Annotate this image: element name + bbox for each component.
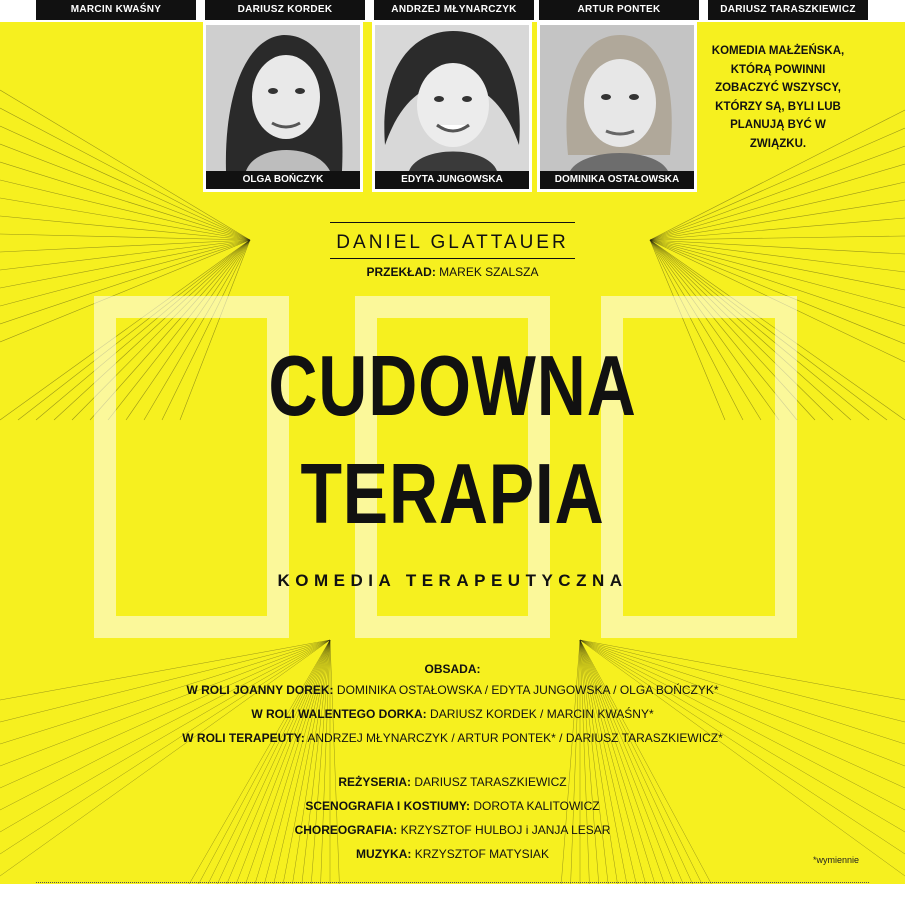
actor-photo-2 <box>372 22 532 192</box>
portrait-image <box>540 25 694 171</box>
crew-value: KRZYSZTOF MATYSIAK <box>414 847 549 861</box>
top-name-3: ANDRZEJ MŁYNARCZYK <box>374 0 534 20</box>
translation-label: PRZEKŁAD: <box>366 265 436 279</box>
crew-choreography <box>0 821 905 839</box>
author-rule-top <box>330 222 575 223</box>
actor-photo-caption: EDYTA JUNGOWSKA <box>375 171 529 189</box>
crew-label: CHOREOGRAFIA: <box>294 823 398 837</box>
cast-role-label: W ROLI WALENTEGO DORKA: <box>251 707 427 721</box>
cast-role-3 <box>0 729 905 747</box>
tagline: KOMEDIA MAŁŻEŃSKA, KTÓRĄ POWINNI ZOBACZYĆ WSZYSCY, KTÓRZY SĄ, BYLI LUB PLANUJĄ BYĆ W ZWIĄZKU. <box>711 45 845 150</box>
translation-value: MAREK SZALSZA <box>439 265 539 279</box>
author-name: DANIEL GLATTAUER <box>336 232 569 253</box>
author-rule-bottom <box>330 258 575 259</box>
bottom-dotted-rule <box>36 882 869 883</box>
actor-photo-3 <box>537 22 697 192</box>
cast-heading <box>0 660 905 678</box>
translation-credit <box>0 265 905 279</box>
footnote: *wymiennie <box>812 855 859 865</box>
cast-role-2 <box>0 705 905 723</box>
crew-label: SCENOGRAFIA I KOSTIUMY: <box>305 799 471 813</box>
top-name-4: ARTUR PONTEK <box>539 0 699 20</box>
crew-label: REŻYSERIA: <box>338 775 412 789</box>
actor-photo-caption: OLGA BOŃCZYK <box>206 171 360 189</box>
crew-scenography <box>0 797 905 815</box>
cast-role-value: DOMINIKA OSTAŁOWSKA / EDYTA JUNGOWSKA / OLGA BOŃCZYK* <box>336 683 719 697</box>
actor-photo-caption: DOMINIKA OSTAŁOWSKA <box>540 171 694 189</box>
cast-role-label: W ROLI JOANNY DOREK: <box>186 683 334 697</box>
subtitle: KOMEDIA TERAPEUTYCZNA <box>277 571 628 590</box>
crew-music <box>0 845 905 863</box>
crew-label: MUZYKA: <box>356 847 412 861</box>
crew-value: KRZYSZTOF HULBOJ i JANJA LESAR <box>400 823 611 837</box>
cast-role-label: W ROLI TERAPEUTY: <box>182 731 305 745</box>
cast-role-value: DARIUSZ KORDEK / MARCIN KWAŚNY* <box>430 707 654 721</box>
portrait-image <box>206 25 360 171</box>
bottom-margin <box>0 884 905 900</box>
crew-value: DOROTA KALITOWICZ <box>473 799 600 813</box>
top-name-5: DARIUSZ TARASZKIEWICZ <box>708 0 868 20</box>
portrait-image <box>375 25 529 171</box>
top-name-1: MARCIN KWAŚNY <box>36 0 196 20</box>
title-line-2: TERAPIA <box>300 447 605 542</box>
cast-heading-label: OBSADA: <box>424 662 481 676</box>
top-name-2: DARIUSZ KORDEK <box>205 0 365 20</box>
actor-photo-1 <box>203 22 363 192</box>
crew-direction <box>0 773 905 791</box>
cast-role-1 <box>0 681 905 699</box>
cast-role-value: ANDRZEJ MŁYNARCZYK / ARTUR PONTEK* / DARIUSZ TARASZKIEWICZ* <box>307 731 723 745</box>
crew-value: DARIUSZ TARASZKIEWICZ <box>414 775 567 789</box>
title-line-1: CUDOWNA <box>268 339 637 434</box>
